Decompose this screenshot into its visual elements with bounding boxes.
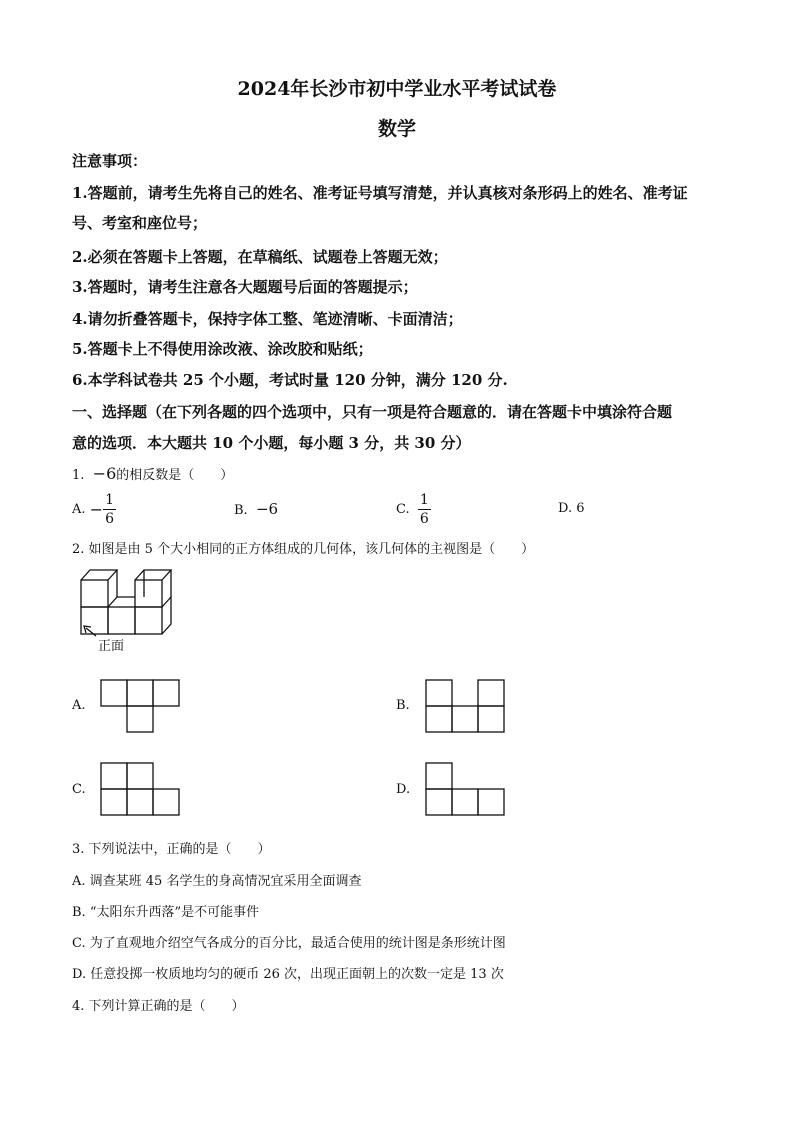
section-heading: 一、选择题（在下列各题的四个选项中，只有一项是符合题意的．请在答题卡中填涂符合题	[72, 403, 673, 421]
q2-option-d[interactable]: D.	[396, 782, 411, 797]
q3-option-b[interactable]: B. “太阳东升西落”是不可能事件	[72, 905, 260, 920]
numerator: 1	[105, 492, 114, 508]
option-value: −6	[255, 500, 279, 518]
numerator: 1	[419, 492, 429, 508]
front-label: 正面	[98, 639, 125, 654]
question-2-stem: 2. 如图是由 5 个大小相同的正方体组成的几何体，该几何体的主视图是（ ）	[72, 542, 535, 557]
option-label: C.	[396, 502, 410, 517]
note-item: 2.必须在答题卡上答题，在草稿纸、试题卷上答题无效；	[72, 248, 448, 266]
subject-title: 数学	[377, 118, 416, 140]
question-text: 的相反数是（ ）	[116, 468, 234, 483]
option-label: A.	[72, 502, 86, 517]
note-item: 6.本学科试卷共 25 个小题，考试时量 120 分钟，满分 120 分.	[72, 371, 508, 389]
note-item: 4.请勿折叠答题卡，保持字体工整、笔迹清晰、卡面清洁；	[72, 310, 463, 328]
question-number: 1.	[72, 468, 85, 483]
q2-option-c[interactable]: C.	[72, 782, 86, 797]
option-label: B.	[234, 503, 248, 518]
denominator: 6	[419, 511, 429, 527]
section-heading: 意的选项．本大题共 10 个小题，每小题 3 分，共 30 分）	[72, 434, 471, 452]
q3-option-c[interactable]: C. 为了直观地介绍空气各成分的百分比，最适合使用的统计图是条形统计图	[72, 936, 506, 951]
denominator: 6	[105, 511, 114, 527]
question-value: −6	[92, 464, 117, 483]
q2-option-a[interactable]: A.	[72, 698, 86, 713]
exam-title: 2024年长沙市初中学业水平考试试卷	[237, 78, 557, 100]
notes-heading: 注意事项：	[72, 152, 148, 170]
q3-option-a[interactable]: A. 调查某班 45 名学生的身高情况宜采用全面调查	[72, 874, 362, 889]
q2-option-b[interactable]: B.	[396, 698, 410, 713]
q3-option-d[interactable]: D. 任意投掷一枚质地均匀的硬币 26 次，出现正面朝上的次数一定是 13 次	[72, 967, 504, 982]
question-3-stem: 3. 下列说法中，正确的是（ ）	[72, 842, 271, 857]
q1-option-d[interactable]: D. 6	[558, 501, 585, 516]
note-item: 3.答题时，请考生注意各大题题号后面的答题提示；	[72, 278, 418, 296]
question-4-stem: 4. 下列计算正确的是（ ）	[72, 999, 245, 1014]
note-item: 1.答题前，请考生先将自己的姓名、准考证号填写清楚，并认真核对条形码上的姓名、准考证	[72, 184, 688, 202]
note-item: 5.答题卡上不得使用涂改液、涂改胶和贴纸；	[72, 340, 373, 358]
minus-sign: −	[89, 500, 104, 519]
note-item: 号、考室和座位号；	[72, 214, 208, 232]
